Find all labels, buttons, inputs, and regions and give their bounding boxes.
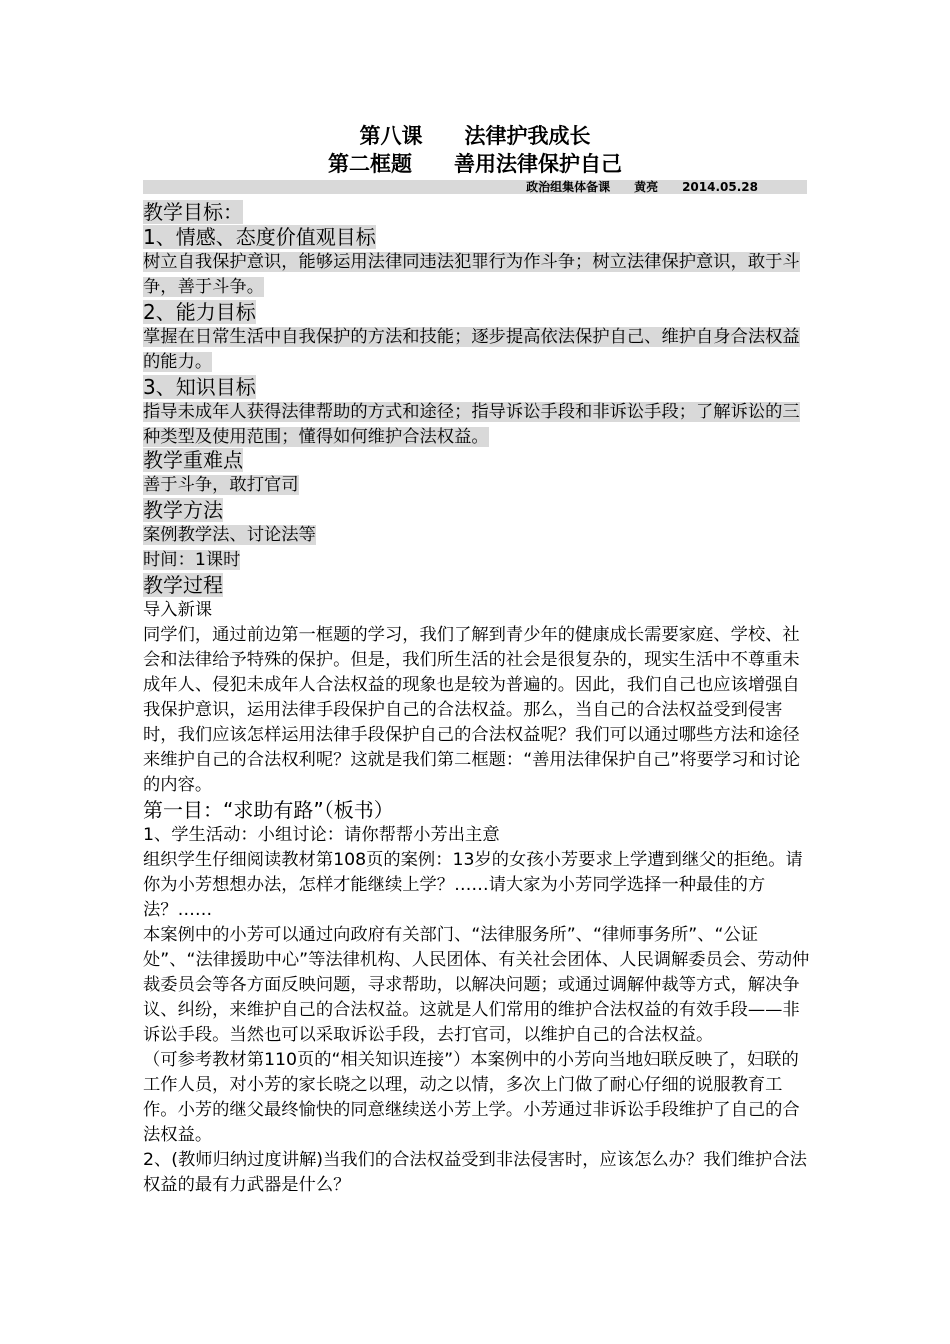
key-points-heading: 教学重难点 — [143, 448, 243, 472]
key-points-text: 善于斗争，敢打官司 — [143, 475, 299, 495]
ability-heading: 2、能力目标 — [143, 300, 256, 324]
methods-text: 案例教学法、讨论法等 — [143, 525, 316, 545]
section-title: 第二框题 善用法律保护自己 — [328, 152, 622, 176]
lesson-title: 第八课 法律护我成长 — [359, 124, 591, 148]
key-points-section — [143, 448, 815, 598]
process-heading: 教学过程 — [143, 573, 223, 597]
knowledge-text: 指导未成年人获得法律帮助的方式和途径；指导诉讼手段和非诉讼手段；了解诉讼的三种类型及使用范围；懂得如何维护合法权益。 — [143, 402, 800, 447]
ability-text: 掌握在日常生活中自我保护的方法和技能；逐步提高依法保护自己、维护自身合法权益的能力。 — [143, 327, 800, 372]
intro-paragraph: 同学们，通过前边第一框题的学习，我们了解到青少年的健康成长需要家庭、学校、社会和法律给予特殊的保护。但是，我们所生活的社会是很复杂的，现实生活中不尊重未成年人、侵犯未成年人合法权益的现象也是较为普遍的。因此，我们自己也应该增强自我保护意识，运用法律手段保护自己的合法权益。那么，当自己的合法权益受到侵害时，我们应该怎样运用法律手段保护自己的合法权益呢？我们可以通过哪些方法和途径来维护自己的合法权利呢？这就是我们第二框题：“善用法律保护自己”将要学习和讨论的内容。 — [143, 625, 801, 795]
teacher-summary-paragraph: 2、(教师归纳过度讲解)当我们的合法权益受到非法侵害时，应该怎么办？我们维护合法权益的最有力武器是什么？ — [143, 1150, 807, 1195]
knowledge-heading: 3、知识目标 — [143, 375, 256, 399]
objectives-section — [143, 200, 815, 450]
activity-paragraph: 组织学生仔细阅读教材第108页的案例：13岁的女孩小芳要求上学遭到继父的拒绝。请你为小芳想想办法，怎样才能继续上学？……请大家为小芳同学选择一种最佳的方法？…… — [143, 850, 803, 920]
methods-heading: 教学方法 — [143, 498, 223, 522]
emotion-text: 树立自我保护意识，能够运用法律同违法犯罪行为作斗争；树立法律保护意识，敢于斗争，善于斗争。 — [143, 252, 800, 297]
emotion-heading: 1、情感、态度价值观目标 — [143, 225, 376, 249]
intro-label: 导入新课 — [143, 600, 213, 620]
prepared-by-line: 政治组集体备课 黄亮 2014.05.28 — [526, 180, 758, 194]
part1-heading: 第一目：“求助有路”（板书） — [143, 798, 394, 822]
objectives-heading: 教学目标： — [143, 200, 243, 224]
process-section — [143, 598, 815, 1198]
case-analysis-paragraph: 本案例中的小芳可以通过向政府有关部门、“法律服务所”、“律师事务所”、“公证处”、“法律援助中心”等法律机构、人民团体、有关社会团体、人民调解委员会、劳动仲裁委员会等各方面反映问题，寻求帮助，以解决问题；或通过调解仲裁等方式，解决争议、纠纷，来维护自己的合法权益。这就是人们常用的维护合法权益的有效手段——非诉讼手段。当然也可以采取诉讼手段，去打官司，以维护自己的合法权益。 — [143, 925, 810, 1045]
time-text: 时间：1课时 — [143, 550, 241, 570]
reference-paragraph: （可参考教材第110页的“相关知识连接”）本案例中的小芳向当地妇联反映了，妇联的工作人员，对小芳的家长晓之以理，动之以情，多次上门做了耐心仔细的说服教育工作。小芳的继父最终愉快的同意继续送小芳上学。小芳通过非诉讼手段维护了自己的合法权益。 — [143, 1050, 800, 1145]
activity-title: 1、学生活动：小组讨论：请你帮帮小芳出主意 — [143, 825, 500, 845]
